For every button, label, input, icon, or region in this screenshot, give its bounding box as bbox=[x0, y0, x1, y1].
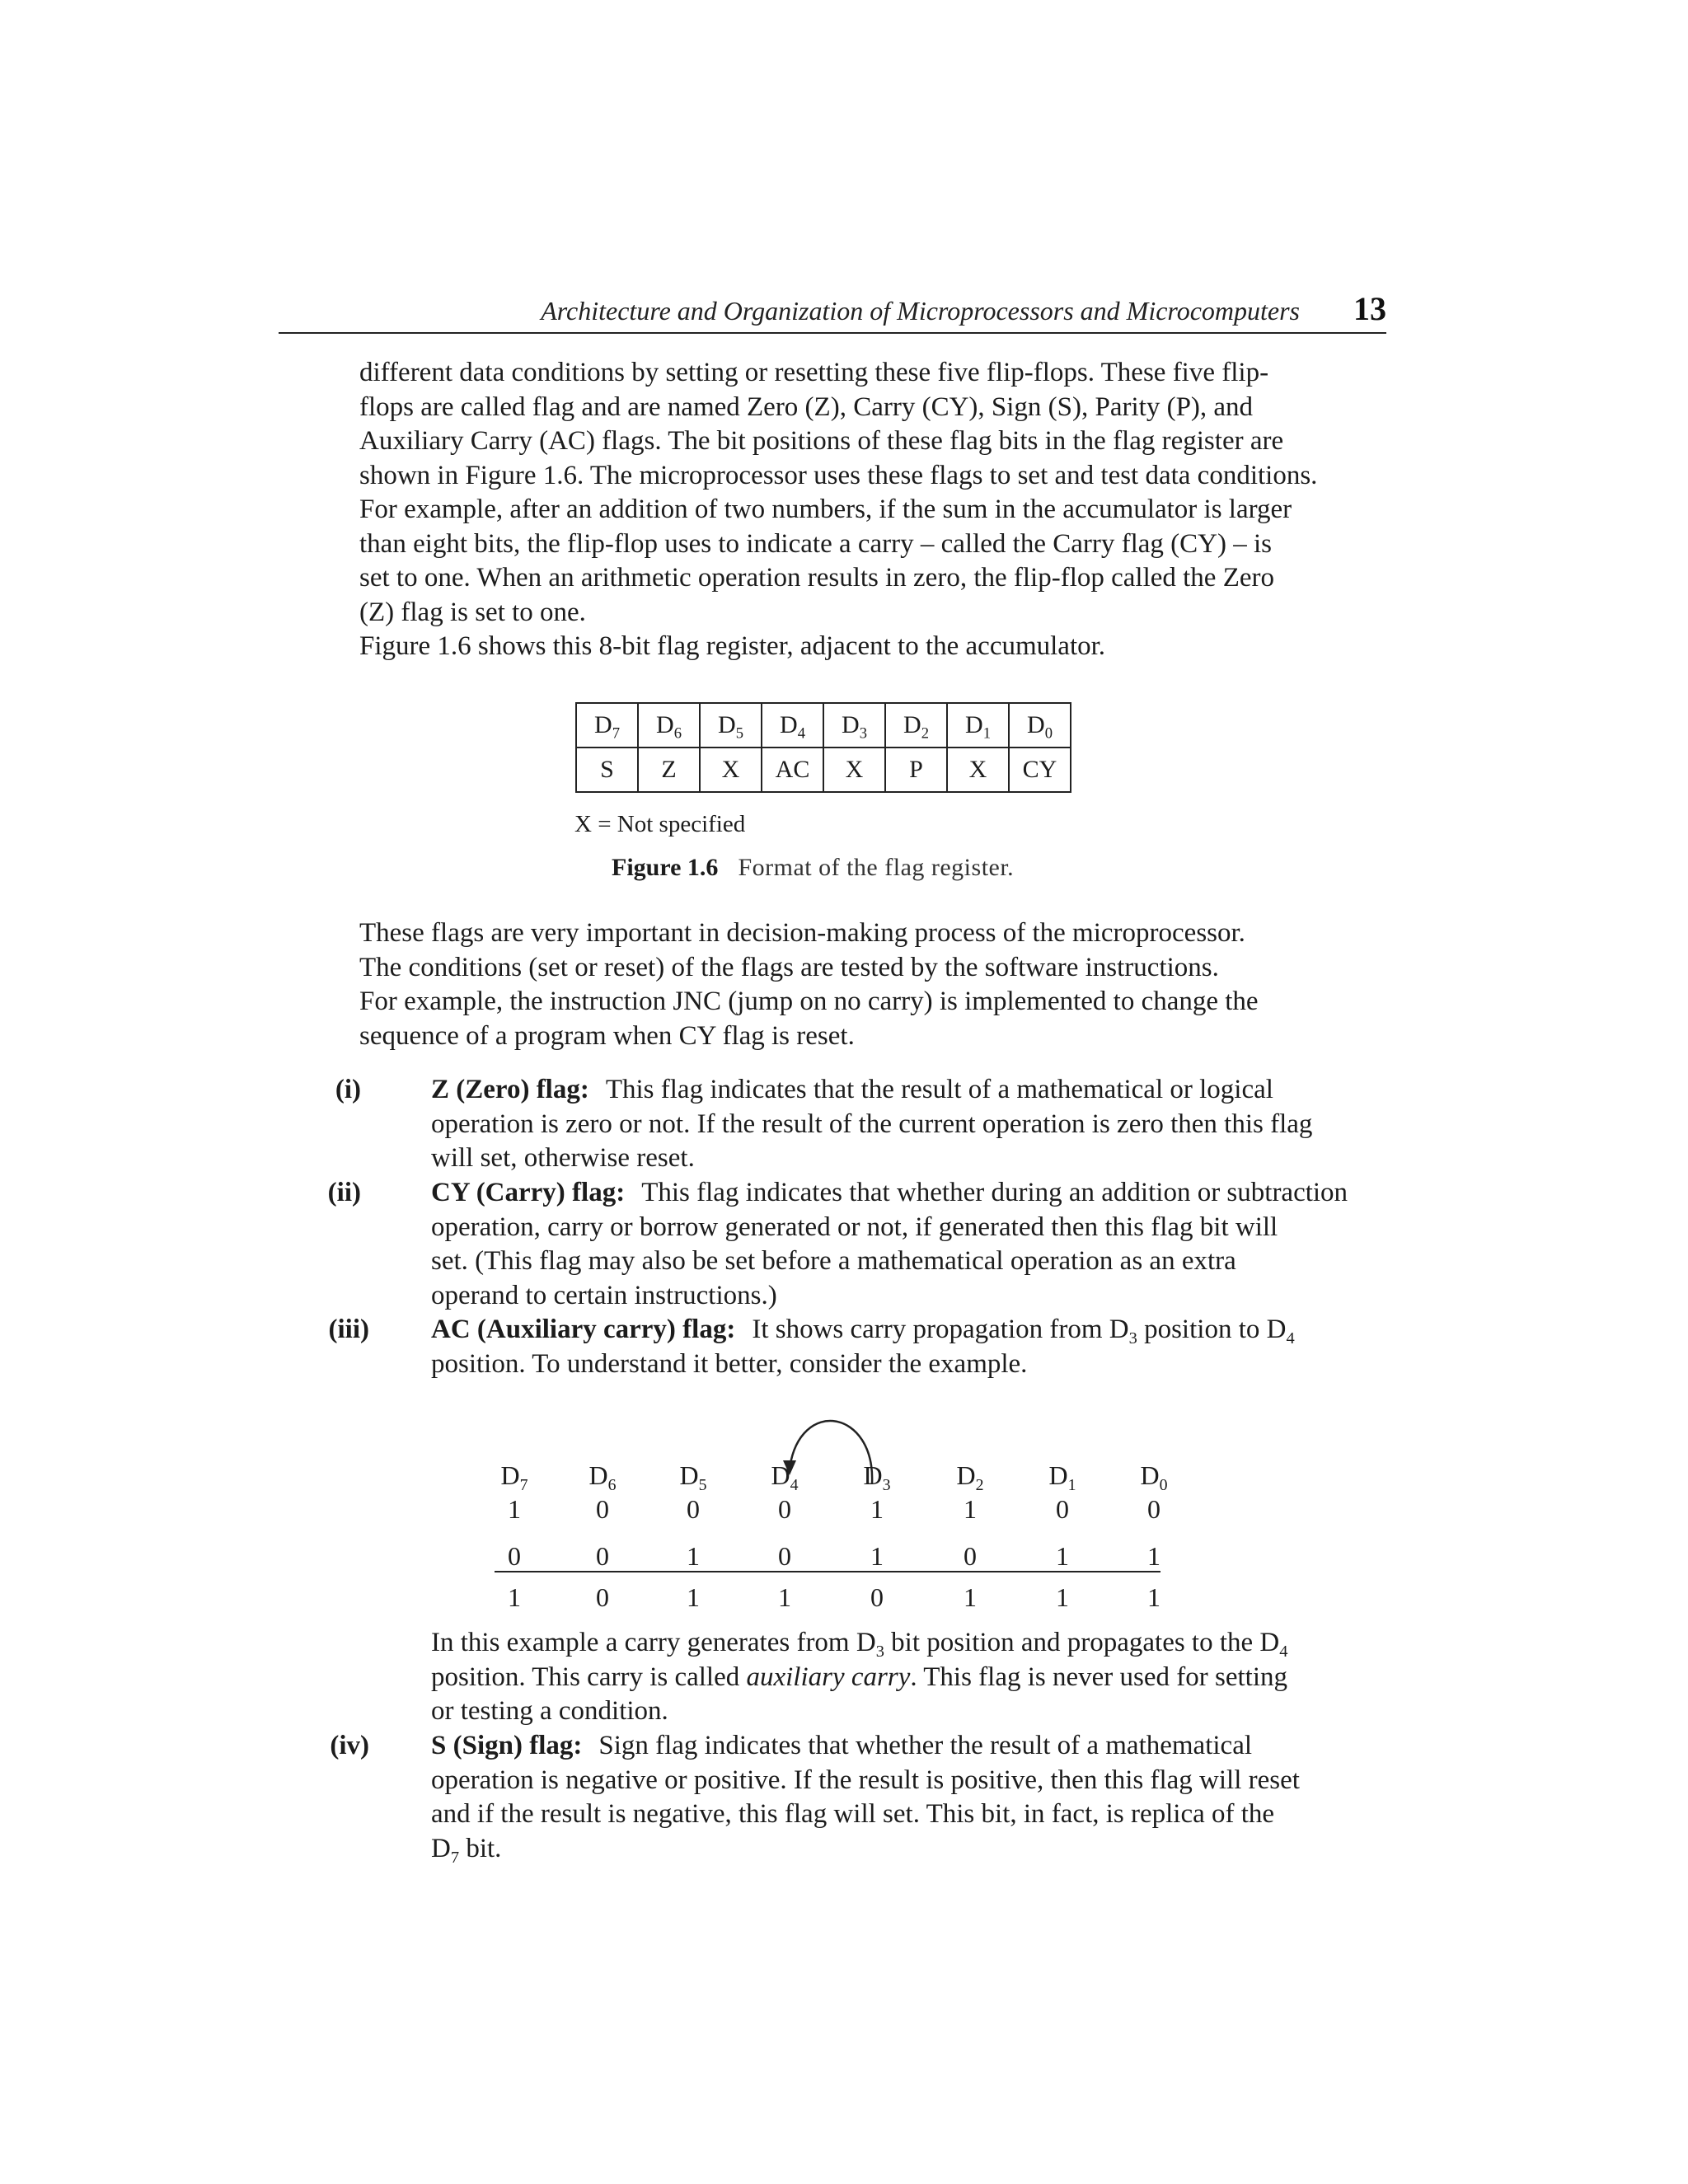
table-note: X = Not specified bbox=[574, 811, 746, 837]
example-sum-bit: 1 bbox=[964, 1582, 977, 1612]
example-operand2-bit: 1 bbox=[687, 1541, 700, 1571]
text-line: position. This carry is called bbox=[431, 1661, 747, 1692]
term-zero-flag: Z (Zero) flag: bbox=[431, 1075, 589, 1104]
term-sign-flag: S (Sign) flag: bbox=[431, 1731, 583, 1760]
example-bit-header: $D_1$ bbox=[1048, 1460, 1076, 1494]
text-line: This flag indicates that the result of a mathematical or logical bbox=[605, 1075, 1273, 1104]
text-line: operation, carry or borrow generated or not, if generated then this flag bit will bbox=[431, 1212, 1278, 1242]
item-number: (i) bbox=[335, 1075, 361, 1104]
text-line: operation is zero or not. If the result of the current operation is zero then this flag bbox=[431, 1108, 1313, 1139]
item-number: (iii) bbox=[328, 1315, 369, 1344]
bit-cell: $D_3$ bbox=[823, 703, 885, 748]
bit-cell: $D_6$ bbox=[638, 703, 700, 748]
example-operand1-bit: 1 bbox=[870, 1494, 884, 1524]
flag-cell: CY bbox=[1009, 748, 1071, 792]
example-sum-bit: 1 bbox=[1056, 1582, 1069, 1612]
figure-caption-text: Format of the flag register. bbox=[738, 854, 1015, 881]
bit-cell: $D_2$ bbox=[885, 703, 947, 748]
text-line: position. To understand it better, consider the example. bbox=[431, 1348, 1028, 1379]
example-bit-header: $D_7$ bbox=[500, 1460, 528, 1494]
flag-cell: S bbox=[576, 748, 638, 792]
page-number: 13 bbox=[1353, 290, 1386, 327]
example-sum-bit: 0 bbox=[870, 1582, 884, 1612]
text-line: operand to certain instructions.) bbox=[431, 1280, 777, 1310]
example-bit-header: $D_4$ bbox=[771, 1460, 799, 1494]
text-line: In this example a carry generates from D bbox=[431, 1628, 876, 1657]
text-line: (Z) flag is set to one. bbox=[359, 597, 586, 627]
example-operand1-bit: 0 bbox=[687, 1494, 700, 1524]
flag-cell: X bbox=[823, 748, 885, 792]
bit-cell: $D_4$ bbox=[762, 703, 823, 748]
subscript: 3 bbox=[1128, 1329, 1137, 1348]
text-line: position to D bbox=[1137, 1315, 1287, 1344]
text-line: For example, the instruction JNC (jump on no carry) is implemented to change the bbox=[359, 987, 1259, 1016]
text-line: operation is negative or positive. If the result is positive, then this flag will reset bbox=[431, 1765, 1300, 1795]
example-operand2-bit: 1 bbox=[1147, 1541, 1160, 1571]
example-bit-header: $D_5$ bbox=[679, 1460, 707, 1494]
example-operand1-bit: 1 bbox=[508, 1494, 521, 1524]
example-operand1-bit: 0 bbox=[778, 1494, 791, 1524]
example-sum-bit: 1 bbox=[778, 1582, 791, 1612]
example-bit-header: $D_3$ bbox=[863, 1460, 891, 1494]
example-operand1-bit: 0 bbox=[1147, 1494, 1160, 1524]
text-line: bit position and propagates to the D bbox=[884, 1628, 1280, 1657]
text-line: set to one. When an arithmetic operation results in zero, the flip-flop called the Zero bbox=[359, 563, 1274, 593]
aux-carry-explanation bbox=[361, 1626, 1386, 1729]
text-line: Sign flag indicates that whether the result of a mathematical bbox=[598, 1731, 1253, 1760]
text-line: set. (This flag may also be set before a mathematical operation as an extra bbox=[431, 1246, 1236, 1276]
example-bit-header: $D_6$ bbox=[588, 1460, 617, 1494]
bit-cell: $D_1$ bbox=[947, 703, 1009, 748]
example-operand2-bit: 0 bbox=[964, 1541, 977, 1571]
emphasis: auxiliary carry bbox=[746, 1661, 911, 1692]
term-carry-flag: CY (Carry) flag: bbox=[431, 1178, 626, 1207]
example-sum-bit: 0 bbox=[596, 1582, 609, 1612]
text-line: shown in Figure 1.6. The microprocessor uses these flags to set and test data conditions. bbox=[359, 460, 1318, 490]
text-line: Auxiliary Carry (AC) flags. The bit positions of these flag bits in the flag register are bbox=[359, 426, 1284, 456]
text-line: or testing a condition. bbox=[431, 1696, 668, 1726]
text-line: . This flag is never used for setting bbox=[910, 1661, 1287, 1692]
item-number: (iv) bbox=[330, 1731, 369, 1760]
example-sum-bit: 1 bbox=[508, 1582, 521, 1612]
example-bit-header: $D_0$ bbox=[1140, 1460, 1168, 1494]
example-operand2-bit: 1 bbox=[870, 1541, 884, 1571]
text-line: flops are called flag and are named Zero (Z), Carry (CY), Sign (S), Parity (P), and bbox=[359, 391, 1254, 422]
header-title: Architecture and Organization of Microprocessors and Microcomputers bbox=[541, 296, 1300, 326]
subscript: 3 bbox=[875, 1643, 884, 1661]
text-line: sequence of a program when CY flag is reset. bbox=[359, 1020, 855, 1051]
example-sum-bit: 1 bbox=[1147, 1582, 1160, 1612]
text-line: bit. bbox=[459, 1833, 502, 1863]
flag-cell: X bbox=[700, 748, 762, 792]
text-line: For example, after an addition of two numbers, if the sum in the accumulator is larger bbox=[359, 494, 1292, 524]
example-bit-header: $D_2$ bbox=[956, 1460, 984, 1494]
flag-cell: P bbox=[885, 748, 947, 792]
text-line: different data conditions by setting or resetting these five flip-flops. These five flip- bbox=[359, 358, 1269, 387]
example-operand1-bit: 0 bbox=[596, 1494, 609, 1524]
subscript: 4 bbox=[1286, 1329, 1295, 1348]
text-line: These flags are very important in decision-making process of the microprocessor. bbox=[359, 918, 1245, 948]
text-line: Figure 1.6 shows this 8-bit flag register, adjacent to the accumulator. bbox=[359, 631, 1106, 661]
example-operand1-bit: 1 bbox=[964, 1494, 977, 1524]
flag-cell: AC bbox=[762, 748, 823, 792]
text-line: will set, otherwise reset. bbox=[431, 1143, 695, 1173]
list-item-sign-flag bbox=[330, 1729, 1386, 1867]
text-line: This flag indicates that whether during an addition or subtraction bbox=[641, 1178, 1348, 1207]
example-operand2-bit: 1 bbox=[1056, 1541, 1069, 1571]
text-line: The conditions (set or reset) of the flags are tested by the software instructions. bbox=[359, 952, 1219, 982]
bit-cell: $D_0$ bbox=[1009, 703, 1071, 748]
flag-cell: X bbox=[947, 748, 1009, 792]
subscript: 4 bbox=[1279, 1643, 1288, 1661]
text-line: and if the result is negative, this flag will set. This bit, in fact, is replica of the bbox=[431, 1799, 1275, 1829]
bit-cell: $D_5$ bbox=[700, 703, 762, 748]
example-operand2-bit: 0 bbox=[596, 1541, 609, 1571]
sum-rule-line bbox=[495, 1571, 1160, 1572]
example-operand2-bit: 0 bbox=[778, 1541, 791, 1571]
figure-label: Figure 1.6 bbox=[612, 854, 719, 881]
text-line: than eight bits, the flip-flop uses to indicate a carry – called the Carry flag (CY) – is bbox=[359, 528, 1272, 559]
term-aux-carry-flag: AC (Auxiliary carry) flag: bbox=[431, 1315, 736, 1344]
text-line: D bbox=[431, 1833, 451, 1863]
bit-cell: $D_7$ bbox=[576, 703, 638, 748]
example-operand1-bit: 0 bbox=[1056, 1494, 1069, 1524]
flag-cell: Z bbox=[638, 748, 700, 792]
item-number: (ii) bbox=[327, 1178, 361, 1207]
subscript: 7 bbox=[450, 1848, 460, 1867]
text-line: It shows carry propagation from D bbox=[752, 1315, 1129, 1344]
example-sum-bit: 1 bbox=[687, 1582, 700, 1612]
example-operand2-bit: 0 bbox=[508, 1541, 521, 1571]
